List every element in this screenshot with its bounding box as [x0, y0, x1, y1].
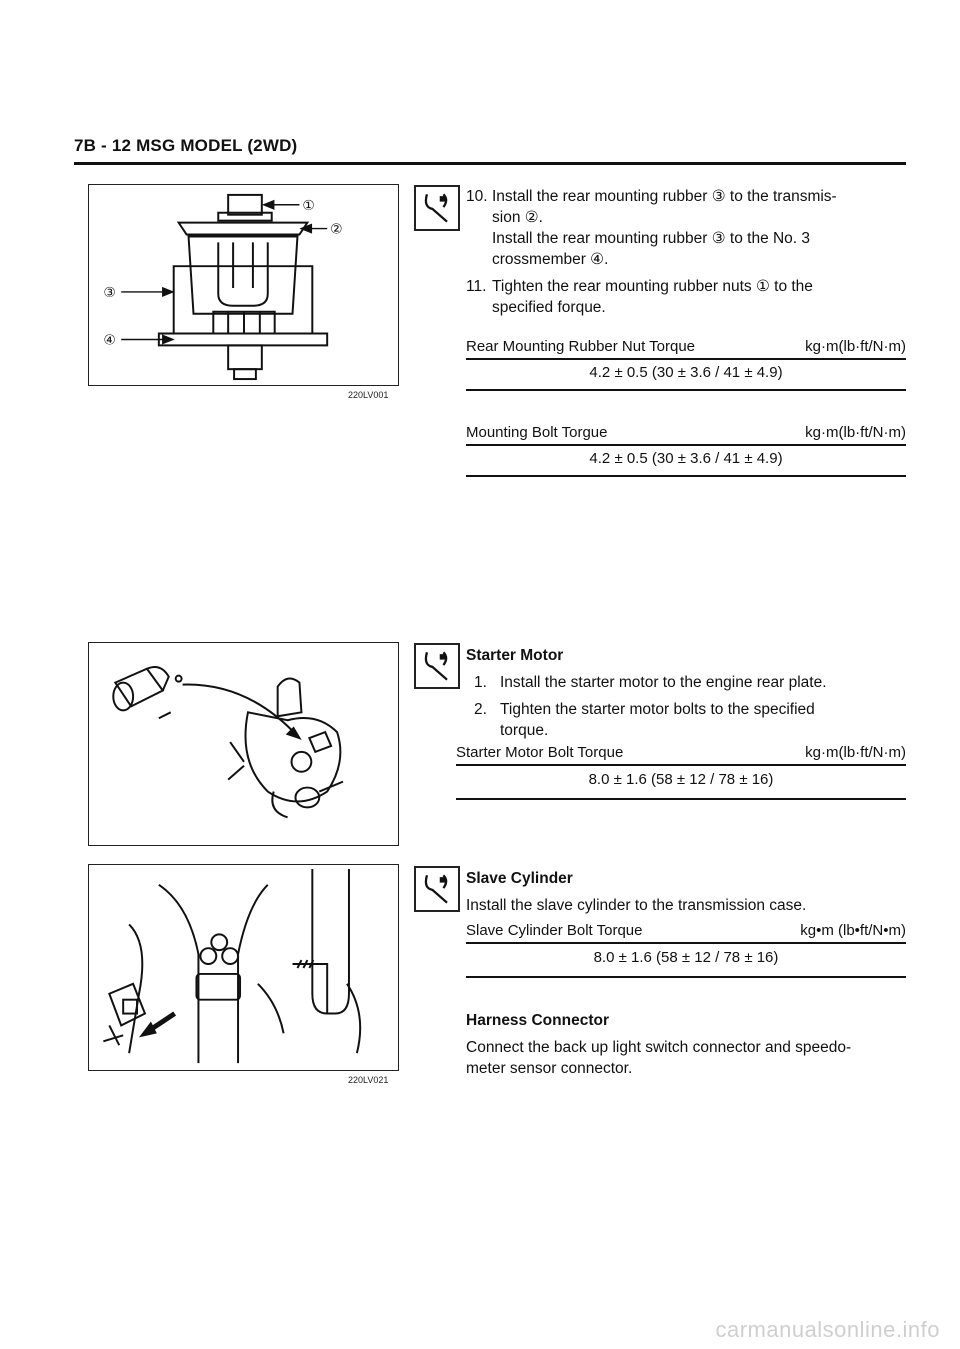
spec-rule: [466, 358, 906, 360]
step-number: 2.: [474, 701, 487, 718]
starter-step-1: [474, 672, 906, 693]
section-title: Slave Cylinder: [466, 870, 573, 887]
section-title: Starter Motor: [466, 647, 564, 664]
callout-1: ①: [302, 197, 315, 214]
step-number: 1.: [474, 674, 487, 691]
callout-4: ④: [103, 332, 116, 349]
spec-rule: [456, 764, 906, 766]
spec-slave-bolt: [466, 922, 906, 978]
spec-value: 4.2 ± 0.5 (30 ± 3.6 / 41 ± 4.9): [589, 363, 783, 381]
spec-starter-bolt: [456, 744, 906, 800]
harness-line: Connect the back up light switch connector and speedo-: [466, 1039, 852, 1056]
slave-section: [466, 868, 906, 916]
step-line: Install the rear mounting rubber ③ to the No. 3: [492, 230, 811, 247]
slave-instruction: Install the slave cylinder to the transmission case.: [466, 897, 807, 914]
step-line: Install the starter motor to the engine rear plate.: [500, 674, 827, 691]
step-line: torque.: [500, 722, 549, 739]
starter-motor-diagram: [89, 643, 398, 845]
figure-code: 220LV021: [348, 1075, 389, 1085]
spec-label: Rear Mounting Rubber Nut Torque: [466, 338, 696, 355]
step-10: [466, 186, 906, 270]
figure-starter-motor: [88, 642, 399, 846]
starter-step-2: [474, 699, 906, 741]
figure-rear-mounting: [88, 184, 399, 386]
spec-value: 8.0 ± 1.6 (58 ± 12 / 78 ± 16): [593, 948, 779, 966]
spec-rule: [466, 976, 906, 979]
spec-rule: [466, 475, 906, 478]
step-line: crossmember ④.: [492, 251, 609, 268]
step-number: 11.: [466, 278, 487, 295]
spec-rule: [456, 798, 906, 801]
spec-label: Starter Motor Bolt Torque: [456, 744, 624, 761]
slave-cylinder-diagram: [89, 865, 398, 1070]
spec-value: 8.0 ± 1.6 (58 ± 12 / 78 ± 16): [588, 770, 774, 788]
step-line: sion ②.: [492, 209, 543, 226]
spec-value: 4.2 ± 0.5 (30 ± 3.6 / 41 ± 4.9): [589, 449, 783, 467]
spec-rule: [466, 942, 906, 944]
callout-3: ③: [103, 284, 116, 301]
figure-code: 220LV001: [348, 390, 389, 400]
section-title: Harness Connector: [466, 1012, 609, 1029]
spec-rule: [466, 389, 906, 392]
step-line: Tighten the rear mounting rubber nuts ① to the: [492, 278, 813, 295]
spec-unit: kg·m(lb·ft/N·m): [805, 744, 906, 761]
callout-2: ②: [330, 221, 343, 238]
spec-rule: [466, 444, 906, 446]
header-rule: [74, 162, 906, 165]
spec-unit: kg·m(lb·ft/N·m): [805, 338, 906, 355]
spec-unit: kg·m(lb·ft/N·m): [805, 424, 906, 441]
harness-line: meter sensor connector.: [466, 1060, 633, 1077]
spec-label: Slave Cylinder Bolt Torque: [466, 922, 643, 939]
harness-section: [466, 1010, 906, 1079]
step-line: specified forque.: [492, 299, 606, 316]
spec-rear-mounting-nut: [466, 338, 906, 391]
figure-slave-cylinder: [88, 864, 399, 1071]
install-wrench-icon: [414, 185, 460, 231]
install-wrench-icon: [414, 643, 460, 689]
rear-mounting-diagram: [89, 185, 398, 385]
step-line: Install the rear mounting rubber ③ to the transmis-: [492, 188, 837, 205]
install-wrench-icon: [414, 866, 460, 912]
page-header: 7B - 12 MSG MODEL (2WD): [74, 136, 298, 155]
starter-section: [466, 645, 906, 741]
step-number: 10.: [466, 188, 488, 205]
step-11: [466, 276, 906, 318]
spec-mounting-bolt: [466, 424, 906, 477]
step-line: Tighten the starter motor bolts to the specified: [500, 701, 815, 718]
spec-unit: kg•m (lb•ft/N•m): [800, 922, 906, 939]
watermark: carmanualsonline.info: [715, 1317, 940, 1342]
mounting-steps: [466, 186, 906, 318]
spec-label: Mounting Bolt Torgue: [466, 424, 608, 441]
